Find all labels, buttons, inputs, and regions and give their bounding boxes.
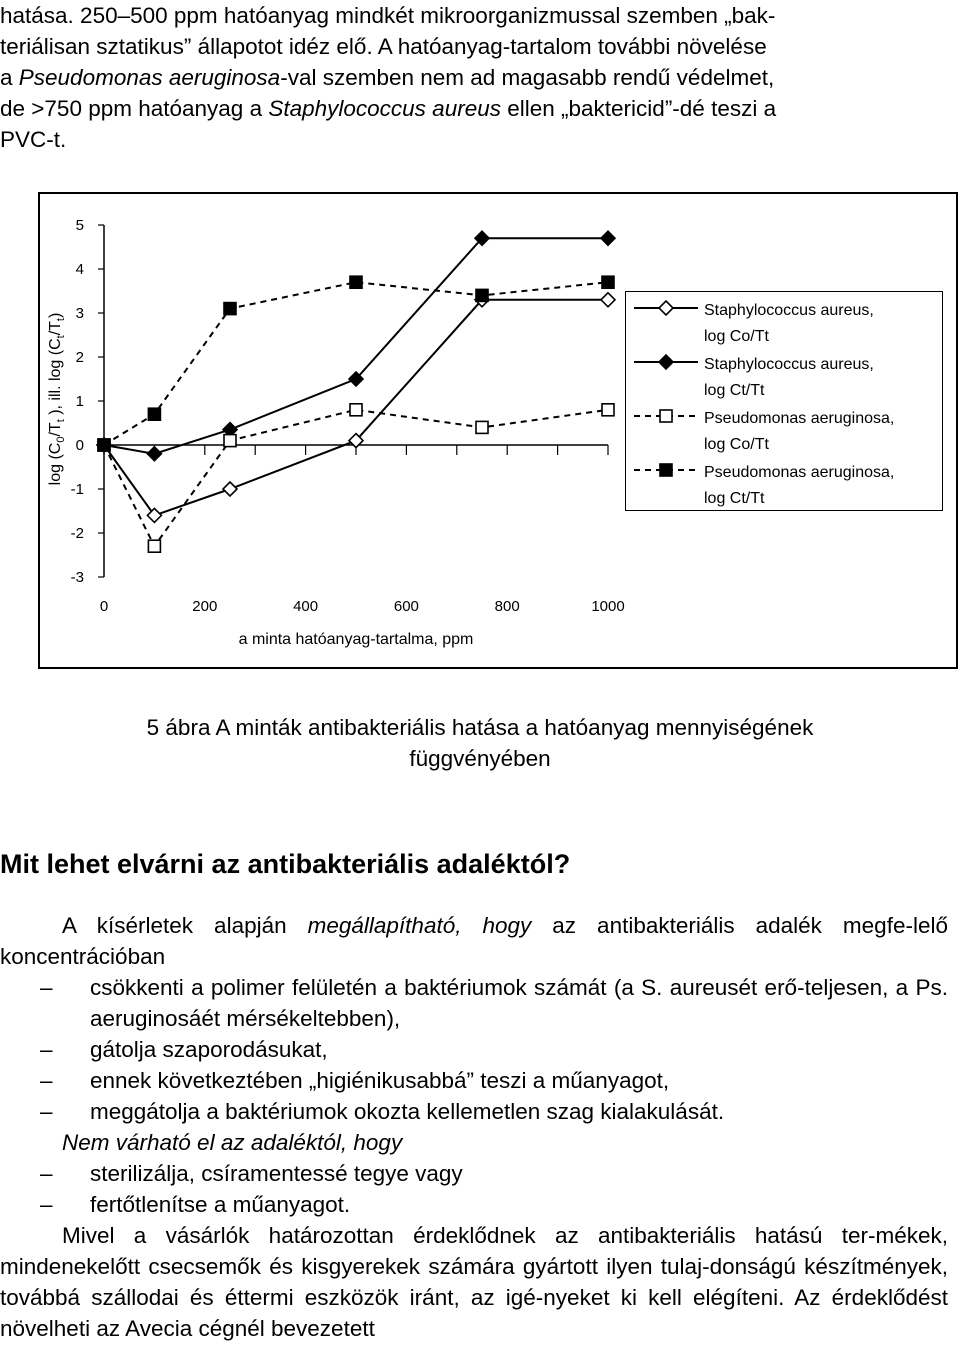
x-tick-label: 400	[293, 598, 319, 615]
list-item	[0, 1158, 948, 1189]
series-1-marker	[147, 508, 161, 522]
list-item	[0, 1065, 948, 1096]
paragraph-text: A kísérletek alapján	[62, 913, 308, 938]
list-item-text: ennek következtében „higiénikusabbá” teszi a műanyagot,	[90, 1068, 670, 1093]
legend-label-line: log Co/Tt	[704, 436, 769, 453]
series-line-2	[104, 238, 608, 454]
legend-label	[704, 352, 874, 404]
y-tick-label: 1	[75, 393, 84, 410]
y-tick-label: -3	[70, 569, 84, 586]
legend-label-line: Staphylococcus aureus,	[704, 356, 874, 373]
chart-legend	[625, 291, 943, 511]
x-tick-label: 1000	[591, 598, 625, 615]
figure-caption	[0, 712, 960, 774]
series-2-marker	[601, 231, 615, 245]
legend-item	[626, 298, 944, 350]
list-item-text: csökkenti a polimer felületén a baktériumok számát (a S. aureusét erő-teljesen, a Ps. aeruginosáét mérsékeltebben),	[90, 975, 948, 1031]
intro-text: -val szemben nem ad magasabb rendű védelmet,	[280, 65, 775, 90]
x-tick-label: 0	[99, 598, 109, 615]
series-4-marker	[350, 276, 362, 288]
caption-line: 5 ábra A minták antibakteriális hatása a hatóanyag mennyiségének	[146, 715, 814, 740]
legend-item	[626, 460, 944, 512]
legend-label-line: Pseudomonas aeruginosa,	[704, 464, 895, 481]
y-tick-label: 3	[75, 305, 84, 322]
body-text	[0, 910, 948, 1344]
dash-bullet: –	[40, 1037, 53, 1062]
legend-marker	[632, 352, 704, 372]
series-4-marker	[602, 276, 614, 288]
legend-marker	[632, 298, 704, 318]
intro-text: de >750 ppm hatóanyag a	[0, 96, 269, 121]
list-item-text: meggátolja a baktériumok okozta kellemetlen szag kialakulását.	[90, 1099, 725, 1124]
list-item	[0, 1034, 948, 1065]
list-item-text: fertőtlenítse a műanyagot.	[90, 1192, 351, 1217]
series-3-marker	[476, 421, 488, 433]
paragraph	[0, 910, 948, 972]
y-tick-label: -2	[70, 525, 84, 542]
chart-figure	[38, 192, 958, 669]
series-line-3	[104, 410, 608, 546]
caption-line: függvényében	[409, 746, 551, 771]
legend-label-line: log Co/Tt	[704, 328, 769, 345]
legend-label	[704, 298, 874, 350]
paragraph: Mivel a vásárlók határozottan érdeklődnek az antibakteriális hatású ter-mékek, mindenekelőtt csecsemők és kisgyerekek számára gyártott ilyen tulaj-donságú készítmények, továbbá szállodai és éttermi eszközök iránt, az igé-nyeket ki kell elégíteni. Az érdeklődést növelheti az Avecia cégnél bevezetett	[0, 1223, 948, 1341]
legend-marker	[632, 406, 704, 426]
chart-series-layer	[97, 231, 615, 552]
legend-label	[704, 406, 894, 458]
intro-line: hatása. 250–500 ppm hatóanyag mindkét mikroorganizmussal szemben „bak-	[0, 3, 776, 28]
y-axis-label: $\log (C_0/T_t$ ), ill. $\log (C_t/T_t)$	[47, 312, 67, 486]
series-3-marker	[602, 404, 614, 416]
dash-bullet: –	[40, 1068, 53, 1093]
legend-label-line: Pseudomonas aeruginosa,	[704, 410, 895, 427]
dash-bullet: –	[40, 1099, 53, 1124]
y-tick-label: 2	[75, 349, 84, 366]
x-tick-label: 200	[192, 598, 218, 615]
species-name: Staphylococcus aureus	[268, 96, 501, 121]
intro-line: PVC-t.	[0, 127, 67, 152]
list-item-text: sterilizálja, csíramentessé tegye vagy	[90, 1161, 463, 1186]
legend-item	[626, 352, 944, 404]
x-tick-label: 800	[494, 598, 520, 615]
legend-label-line: Staphylococcus aureus,	[704, 302, 874, 319]
y-tick-label: -1	[70, 481, 84, 498]
y-tick-label: 5	[75, 217, 84, 234]
legend-label-line: log Ct/Tt	[704, 382, 765, 399]
series-1-marker	[223, 482, 237, 496]
series-1-marker	[601, 293, 615, 307]
legend-label-line: log Ct/Tt	[704, 490, 765, 507]
legend-marker	[632, 460, 704, 480]
intro-line	[0, 93, 960, 124]
intro-text: a	[0, 65, 19, 90]
list-item	[0, 972, 948, 1034]
list-item	[0, 1189, 948, 1220]
intro-line: teriálisan sztatikus” állapotot idéz elő. A hatóanyag-tartalom további növelése	[0, 34, 767, 59]
series-4-marker	[148, 408, 160, 420]
section-heading: Mit lehet elvárni az antibakteriális adaléktól?	[0, 849, 571, 879]
series-3-marker	[350, 404, 362, 416]
legend-item	[626, 406, 944, 458]
intro-line	[0, 62, 960, 93]
list-item-text: gátolja szaporodásukat,	[90, 1037, 328, 1062]
y-tick-label: 4	[75, 261, 84, 278]
series-3-marker	[224, 435, 236, 447]
intro-paragraph	[0, 0, 960, 155]
series-3-marker	[148, 540, 160, 552]
series-2-marker	[147, 447, 161, 461]
x-axis-label: a minta hatóanyag-tartalma, ppm	[238, 631, 474, 648]
series-4-marker	[98, 439, 110, 451]
series-4-marker	[224, 303, 236, 315]
dash-bullet: –	[40, 1192, 53, 1217]
list-item	[0, 1096, 948, 1127]
species-name: Pseudomonas aeruginosa	[18, 65, 281, 90]
series-4-marker	[476, 289, 488, 301]
x-tick-label: 600	[393, 598, 419, 615]
paragraph	[0, 1127, 948, 1158]
emphasis-text: megállapítható, hogy	[307, 913, 532, 938]
dash-bullet: –	[40, 975, 53, 1000]
y-tick-label: 0	[75, 437, 84, 454]
paragraph-text: az antibakteriális adalék megfe-lelő koncentrációban	[0, 913, 948, 969]
dash-bullet: –	[40, 1161, 53, 1186]
emphasis-text: Nem várható el az adaléktól, hogy	[62, 1130, 403, 1155]
intro-text: ellen „baktericid”-dé teszi a	[500, 96, 777, 121]
legend-label	[704, 460, 894, 512]
